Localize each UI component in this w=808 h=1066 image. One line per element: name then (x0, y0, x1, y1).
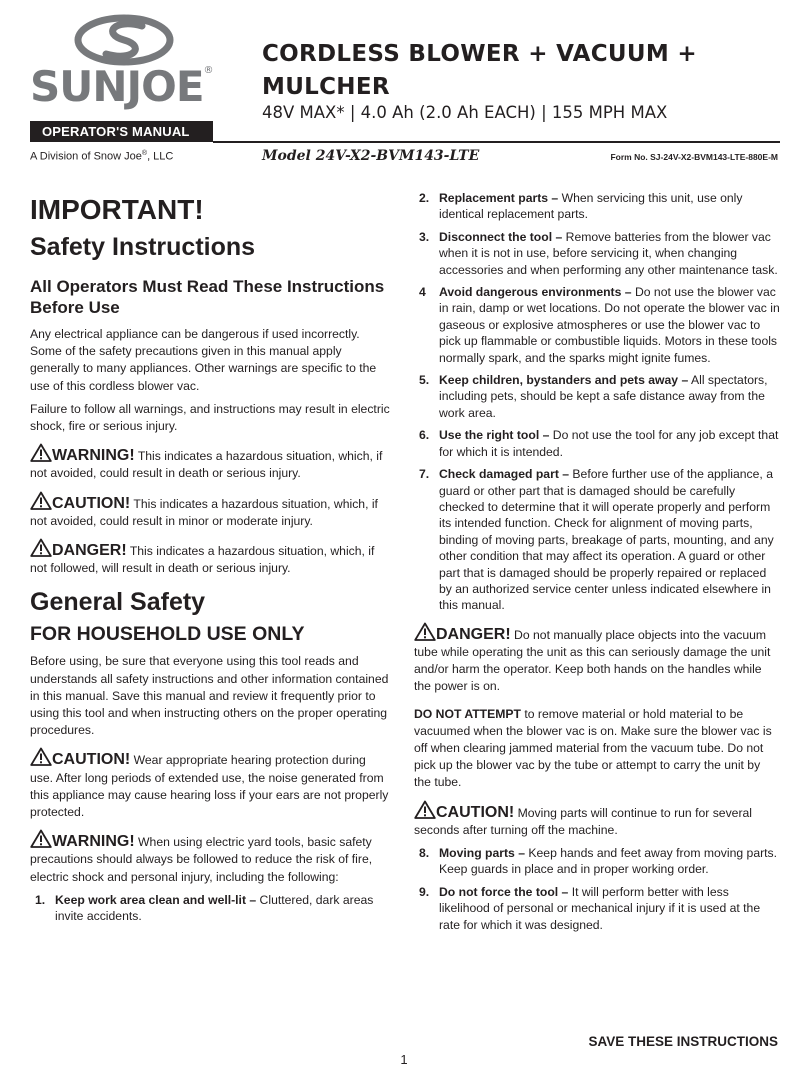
product-subtitle: 48V MAX* | 4.0 Ah (2.0 Ah EACH) | 155 MPH MAX (262, 103, 668, 122)
right-column (414, 190, 780, 939)
list-item: 8. Moving parts – Keep hands and feet away from moving parts. Keep guards in place and in proper working order. (419, 845, 778, 877)
list-item: 6. Use the right tool – Do not use the tool for any job except that for which it is intended. (419, 428, 779, 459)
hearing-caution: CAUTION! Wear appropriate hearing protection during use. After long periods of extended use, the noise generated from this appliance may cause hearing loss if your ears are not properly protected. (30, 747, 390, 821)
must-read-heading: All Operators Must Read These Instructions Before Use (30, 277, 385, 317)
model-number: Model 24V-X2-BVM143-LTE (262, 148, 480, 164)
danger-triangle-icon (414, 622, 436, 641)
product-title: CORDLESS BLOWER + VACUUM + MULCHER (262, 41, 697, 100)
moving-parts-caution: CAUTION! Moving parts will continue to run for several seconds after turning off the machine. (414, 800, 780, 839)
general-safety-heading: General Safety (30, 588, 206, 617)
caution-triangle-icon (30, 747, 52, 766)
page-number: 1 (400, 1052, 408, 1066)
do-not-attempt-paragraph: DO NOT ATTEMPT to remove material or hold material to be vacuumed when the blower vac is on. Make sure the blower vac is off when clearing jammed material from the vacuum tube. Do not pick up the blower vac by the tube or attempt to carry the unit by the tube. (414, 706, 772, 790)
safety-list-right-a (414, 190, 780, 614)
important-heading: IMPORTANT! (30, 194, 204, 225)
before-using-paragraph: Before using, be sure that everyone using this tool reads and understands all safety instructions and other information contained in this manual. Save this manual and review it frequently prior to using this tool and when instructing others on the proper operating procedures. (30, 654, 389, 738)
list-item: 5. Keep children, bystanders and pets away – All spectators, including pets, should be kept a safe distance away from the work area. (419, 373, 768, 420)
list-item: 1. Keep work area clean and well-lit – Cluttered, dark areas invite accidents. (35, 892, 374, 924)
safety-list-right-b (414, 845, 780, 933)
list-item: 4 Avoid dangerous environments – Do not use the blower vac in rain, damp or wet locations. Do not operate the blower vac in gaseous or explosive atmospheres or use the blower vac to pick up flammable or combustible liquids. Motors in these tools normally spark, and the sparks might ignite fumes. (419, 285, 780, 365)
danger-definition: DANGER! This indicates a hazardous situation, which, if not followed, will result in death or serious injury. (30, 538, 390, 577)
form-number: Form No. SJ-24V-X2-BVM143-LTE-880E-M (610, 152, 778, 162)
list-item: 7. Check damaged part – Before further use of the appliance, a guard or other part that is damaged should be carefully checked to determine that it will operate properly and perform its intended function. Check for alignment of moving parts, binding of moving parts, breakage of parts, mounting, and any other condition that may affect its operation. A guard or other part that is damaged should be properly repaired or replaced by an authorized service center unless indicated elsewhere in this manual. (419, 467, 774, 613)
caution-triangle-icon (30, 491, 52, 510)
header-divider (213, 141, 780, 143)
safety-list-left (30, 892, 390, 925)
list-item: 9. Do not force the tool – It will perform better with less likelihood of personal or mechanical injury if it is used at the rate for which it was designed. (419, 884, 761, 932)
warning-definition: WARNING! This indicates a hazardous situation, which, if not avoided, could result in death or serious injury. (30, 443, 390, 482)
safety-instructions-heading: Safety Instructions (30, 233, 256, 261)
household-use-heading: FOR HOUSEHOLD USE ONLY (30, 623, 305, 646)
danger-triangle-icon (30, 538, 52, 557)
failure-paragraph: Failure to follow all warnings, and instructions may result in electric shock, fire or serious injury. (30, 401, 390, 434)
intro-paragraph: Any electrical appliance can be dangerous if used incorrectly. Some of the safety precautions given in this manual apply generally to many appliances. Other warnings are specific to the use of this cordless blower vac. (30, 327, 377, 393)
warning-triangle-icon (30, 829, 52, 848)
yard-tools-warning: WARNING! When using electric yard tools, basic safety precautions should always be followed to reduce the risk of fire, electric shock and personal injury, including the following: (30, 829, 390, 886)
list-item: 2. Replacement parts – When servicing this unit, use only identical replacement parts. (419, 191, 743, 222)
division-line: A Division of Snow Joe®, LLC (30, 150, 174, 163)
save-instructions-footer: SAVE THESE INSTRUCTIONS (588, 1034, 778, 1049)
brand-logo (30, 14, 220, 114)
warning-triangle-icon (30, 443, 52, 462)
caution-definition: CAUTION! This indicates a hazardous situation, which, if not avoided, could result in minor or moderate injury. (30, 491, 390, 530)
caution-triangle-icon (414, 800, 436, 819)
vacuum-tube-danger: DANGER! Do not manually place objects into the vacuum tube while operating the unit as this can seriously damage the unit and/or harm the operator. Keep both hands on the handles while the power is on. (414, 622, 780, 696)
operators-manual-label: OPERATOR'S MANUAL (30, 121, 213, 142)
sunjoe-logo-mark-icon (74, 14, 174, 66)
left-column (30, 190, 390, 931)
list-item: 3. Disconnect the tool – Remove batteries from the blower vac when it is not in use, before servicing it, when changing accessories and when performing any other maintenance task. (419, 229, 778, 277)
brand-wordmark: SUNJOE® (30, 62, 213, 111)
